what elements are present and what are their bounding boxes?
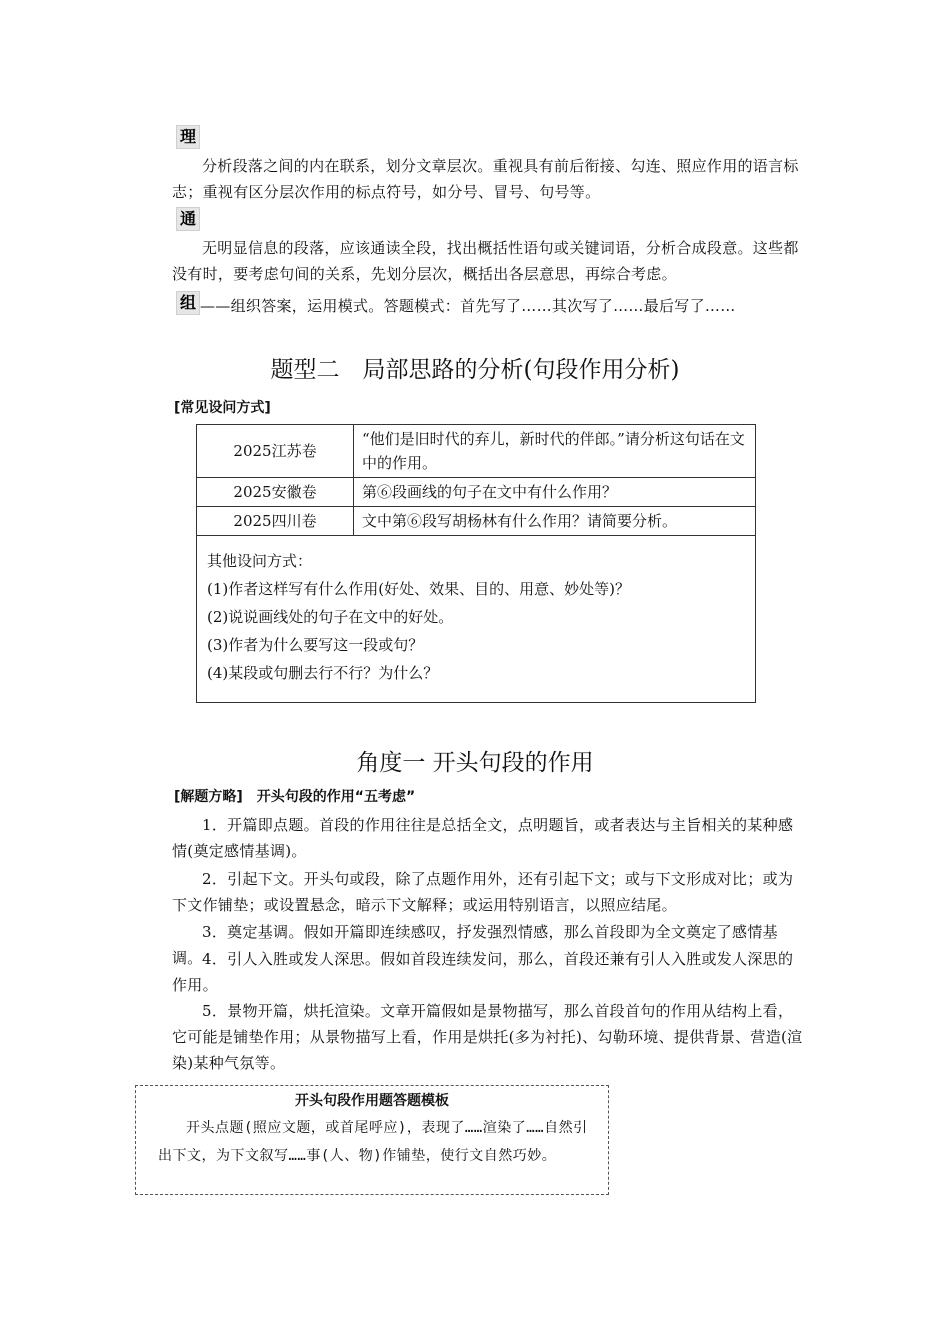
template-title: 开头句段作用题答题模板 [295,1093,449,1109]
other-item: (3)作者为什么要写这一段或句？ [207,636,424,654]
other-item: (1)作者这样写有什么作用(好处、效果、目的、用意、妙处等)？ [207,580,630,598]
question-cell: 文中第⑥段写胡杨林有什么作用？请简要分析。 [354,507,756,536]
question-table [196,424,756,536]
strategy-point: 5．景物开篇，烘托渲染。文章开篇假如是景物描写，那么首段首句的作用从结构上看，它可能是铺垫作用；从景物描写上看，作用是烘托(多为衬托)、勾勒环境、提供背景、营造(渲染)某种气氛等。 [172,1002,803,1072]
strategy-point: 1．开篇即点题。首段的作用往往是总括全文，点明题旨，或者表达与主旨相关的某种感情(奠定感情基调)。 [172,816,794,860]
question-cell: “他们是旧时代的弃儿，新时代的伴郎。”请分析这句话在文中的作用。 [354,425,756,478]
common-question-label: [常见设问方式] [174,400,271,416]
other-item: (2)说说画线处的句子在文中的好处。 [207,608,454,626]
question-cell: 第⑥段画线的句子在文中有什么作用？ [354,478,756,507]
source-cell: 2025安徽卷 [197,478,354,507]
source-cell: 2025江苏卷 [197,425,354,478]
zu-badge: 组 [176,291,200,315]
zu-text: ——组织答案，运用模式。答题模式：首先写了……其次写了……最后写了…… [200,297,736,315]
section-title: 题型二 局部思路的分析(句段作用分析) [270,357,680,383]
table-row [197,425,756,478]
table-row [197,507,756,536]
other-heading: 其他设问方式： [207,552,313,570]
strategy-label: [解题方略] 开头句段的作用“五考虑” [174,789,416,805]
strategy-point: 2．引起下文。开头句或段，除了点题作用外，还有引起下文；或与下文形成对比；或为下文作铺垫；或设置悬念，暗示下文解释；或运用特别语言，以照应结尾。 [172,870,794,914]
answer-template-box [135,1085,609,1195]
tong-badge: 通 [176,207,200,231]
source-cell: 2025四川卷 [197,507,354,536]
other-item: (4)某段或句删去行不行？为什么？ [207,664,439,682]
li-text: 分析段落之间的内在联系，划分文章层次。重视具有前后衔接、勾连、照应作用的语言标志；重视有区分层次作用的标点符号，如分号、冒号、句号等。 [172,157,799,201]
table-row [197,478,756,507]
template-body: 开头点题(照应文题，或首尾呼应)，表现了……渲染了……自然引出下文，为下文叙写……事(人、物)作铺垫，使行文自然巧妙。 [158,1120,588,1164]
strategy-point: 4．引人入胜或发人深思。假如首段连续发问，那么，首段还兼有引人入胜或发人深思的作用。 [172,950,794,994]
strategy-point: 3．奠定基调。假如开篇即连续感叹，抒发强烈情感，那么首段即为全文奠定了感情基调。 [172,923,778,967]
other-questions-box [196,535,756,703]
angle-title: 角度一 开头句段的作用 [356,750,594,776]
li-badge: 理 [176,125,200,149]
tong-text: 无明显信息的段落，应该通读全段，找出概括性语句或关键词语，分析合成段意。这些都没有时，要考虑句间的关系，先划分层次，概括出各层意思，再综合考虑。 [172,239,799,283]
